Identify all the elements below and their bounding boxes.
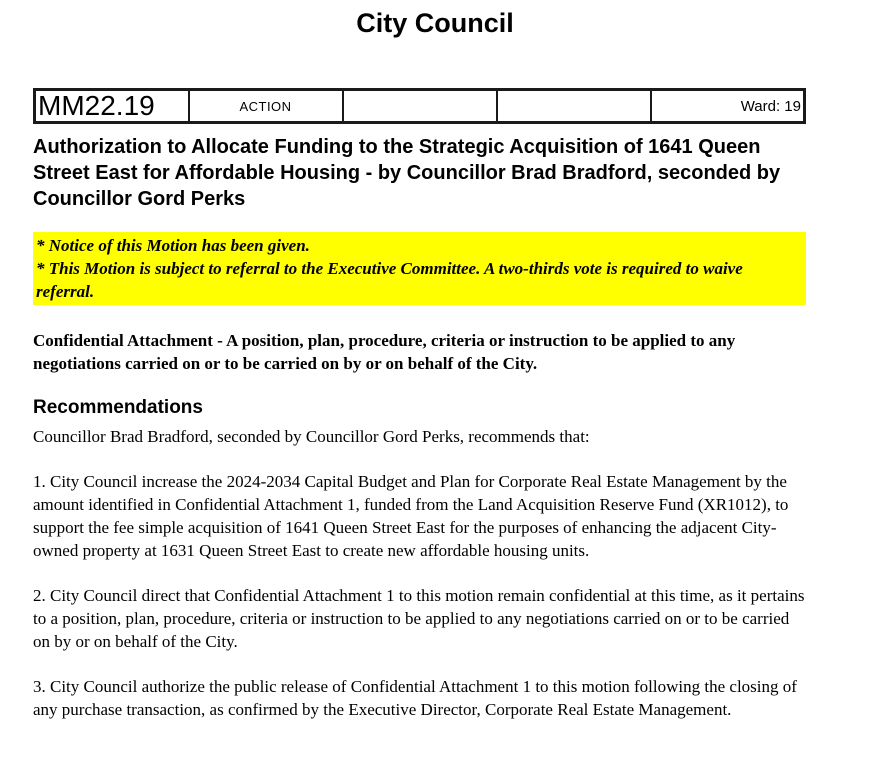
item-ward: Ward: 19 xyxy=(651,90,805,123)
item-number: MM22.19 xyxy=(35,90,189,123)
item-action-type: ACTION xyxy=(189,90,343,123)
recommendations-intro: Councillor Brad Bradford, seconded by Councillor Gord Perks, recommends that: xyxy=(33,427,590,446)
recommendation-item-2: 2. City Council direct that Confidential Attachment 1 to this motion remain confidential at this time, as it pertains to a position, plan, procedure, criteria or instruction to be applied to any negotiations carried on or to be carried on by or on behalf of the City. xyxy=(33,586,805,651)
item-info-table xyxy=(33,88,806,124)
document-content xyxy=(33,88,806,721)
confidential-attachment-note: Confidential Attachment - A position, plan, procedure, criteria or instruction to be applied to any negotiations carried on or to be carried on by or on behalf of the City. xyxy=(33,331,736,373)
page-title: City Council xyxy=(356,8,514,38)
item-empty-cell-2 xyxy=(497,90,651,123)
notice-line-2: * This Motion is subject to referral to the Executive Committee. A two-thirds vote is required to waive referral. xyxy=(36,259,743,301)
motion-title: Authorization to Allocate Funding to the Strategic Acquisition of 1641 Queen Street East for Affordable Housing - by Councillor Brad Bradford, seconded by Councillor Gord Perks xyxy=(33,136,781,210)
recommendation-item-3: 3. City Council authorize the public release of Confidential Attachment 1 to this motion following the closing of any purchase transaction, as confirmed by the Executive Director, Corporate Real Estate Management. xyxy=(33,677,797,719)
item-empty-cell-1 xyxy=(343,90,497,123)
notice-line-1: * Notice of this Motion has been given. xyxy=(36,236,310,255)
item-info-row xyxy=(35,90,805,123)
recommendation-item-1: 1. City Council increase the 2024-2034 Capital Budget and Plan for Corporate Real Estate Management by the amount identified in Confidential Attachment 1, funded from the Land Acquisition Reserve Fund (XR1012), to support the fee simple acquisition of 1641 Queen Street East for the purposes of enhancing the adjacent City-owned property at 1631 Queen Street East to create new affordable housing units. xyxy=(33,472,789,560)
notice-highlight-block xyxy=(33,232,806,305)
recommendations-heading: Recommendations xyxy=(33,397,203,418)
